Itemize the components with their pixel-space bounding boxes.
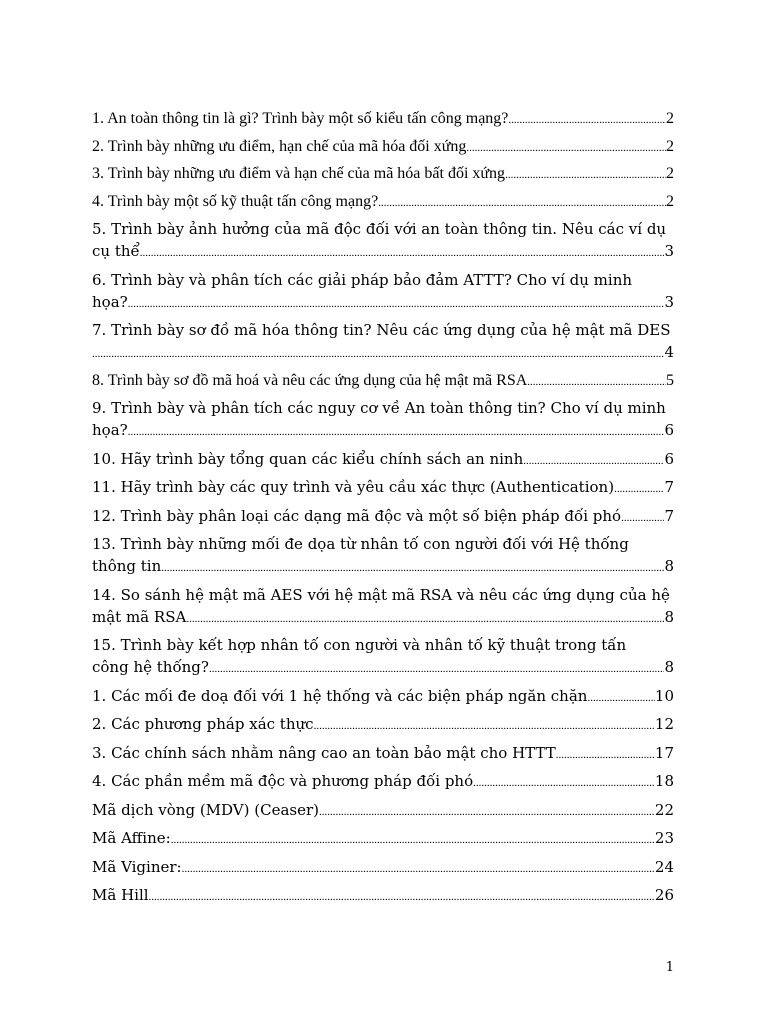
toc-entry-title-continued: cụ thể — [92, 242, 140, 260]
toc-entry-title-continued: công hệ thống? — [92, 658, 209, 676]
dot-leader — [378, 191, 666, 214]
dot-leader — [587, 685, 654, 709]
toc-entry[interactable] — [92, 799, 674, 823]
dot-leader — [128, 419, 665, 443]
dot-leader — [186, 606, 664, 630]
toc-entry[interactable] — [92, 533, 674, 579]
toc-entry-title: 3. Các chính sách nhằm nâng cao an toàn bảo mật cho HTTT — [92, 743, 556, 762]
toc-entry-title: 6. Trình bày và phân tích các giải pháp bảo đảm ATTT? Cho ví dụ minh — [92, 270, 633, 289]
toc-entry-page: 4 — [664, 343, 674, 361]
toc-entry-title: 5. Trình bày ảnh hưởng của mã độc đối với an toàn thông tin. Nêu các ví dụ — [92, 220, 667, 238]
toc-entry-title: Mã Viginer: — [92, 857, 182, 876]
toc-entry-page: 22 — [654, 800, 674, 819]
dot-leader — [527, 370, 666, 393]
dot-leader — [314, 713, 655, 737]
toc-entry-page: 24 — [654, 857, 674, 876]
toc-entry-title: 14. So sánh hệ mật mã AES với hệ mật mã RSA và nêu các ứng dụng của hệ — [92, 585, 670, 604]
toc-entry-page: 17 — [654, 743, 674, 762]
toc-entry-page: 23 — [654, 829, 674, 847]
dot-leader — [171, 827, 655, 851]
dot-leader — [209, 656, 665, 680]
toc-entry-title: 10. Hãy trình bày tổng quan các kiểu chính sách an ninh — [92, 449, 524, 468]
toc-entry-title: 11. Hãy trình bày các quy trình và yêu cầu xác thực (Authentication) — [92, 478, 615, 496]
toc-entry-title-continued: mật mã RSA — [92, 607, 187, 626]
toc-entry-title: Mã Affine: — [92, 829, 171, 847]
toc-entry[interactable] — [92, 319, 674, 365]
toc-entry-title-continued: họa? — [92, 421, 128, 439]
dot-leader — [140, 240, 665, 264]
toc-entry-page: 2 — [666, 165, 674, 182]
toc-entry-title: 13. Trình bày những mối đe dọa từ nhân tố con người đối với Hệ thống — [92, 535, 629, 553]
toc-entry-title: 7. Trình bày sơ đồ mã hóa thông tin? Nêu các ứng dụng của hệ mật mã DES — [92, 321, 671, 339]
toc-entry-page: 26 — [654, 886, 674, 904]
toc-entry[interactable] — [92, 827, 674, 851]
page-number: 1 — [665, 960, 674, 975]
toc-entry[interactable] — [92, 370, 674, 393]
toc-entry-title: 9. Trình bày và phân tích các nguy cơ về An toàn thông tin? Cho ví dụ minh — [92, 399, 666, 417]
toc-entry-page: 12 — [654, 715, 674, 733]
toc-entry-title: 1. Các mối đe doạ đối với 1 hệ thống và các biện pháp ngăn chặn — [92, 686, 588, 705]
dot-leader — [182, 856, 655, 880]
dot-leader — [505, 163, 666, 186]
toc-entry-page: 2 — [666, 110, 674, 127]
dot-leader — [92, 341, 664, 365]
dot-leader — [161, 555, 664, 579]
toc-entry-title: 4. Các phần mềm mã độc và phương pháp đối phó — [92, 772, 474, 790]
toc-entry[interactable] — [92, 584, 674, 630]
toc-entry-title: 12. Trình bày phân loại các dạng mã độc và một số biện pháp đối phó — [92, 506, 622, 525]
toc-entry-page: 2 — [666, 192, 674, 210]
dot-leader — [556, 742, 655, 766]
toc-entry[interactable] — [92, 191, 674, 214]
toc-entry[interactable] — [92, 505, 674, 529]
toc-entry[interactable] — [92, 742, 674, 766]
dot-leader — [621, 505, 664, 529]
toc-entry-title: 2. Trình bày những ưu điểm, hạn chế của mã hóa đối xứng — [92, 137, 467, 155]
toc-entry-title-continued: họa? — [92, 292, 128, 311]
toc-entry[interactable] — [92, 476, 674, 500]
toc-entry-title: 15. Trình bày kết hợp nhân tố con người và nhân tố kỹ thuật trong tấn — [92, 636, 627, 654]
toc-entry[interactable] — [92, 397, 674, 443]
toc-entry-title: 3. Trình bày những ưu điểm và hạn chế của mã hóa bất đối xứng — [92, 165, 506, 182]
toc-entry[interactable] — [92, 136, 674, 159]
toc-entry-title: 1. An toàn thông tin là gì? Trình bày một số kiểu tấn công mạng? — [92, 110, 509, 127]
toc-entry[interactable] — [92, 163, 674, 186]
toc-entry-title: 8. Trình bày sơ đồ mã hoá và nêu các ứng dụng của hệ mật mã RSA — [92, 371, 528, 389]
dot-leader — [128, 291, 665, 315]
dot-leader — [466, 136, 666, 159]
toc-entry[interactable] — [92, 884, 674, 908]
table-of-contents — [92, 108, 674, 913]
dot-leader — [508, 108, 666, 131]
toc-entry-title: 4. Trình bày một số kỹ thuật tấn công mạng? — [92, 192, 379, 210]
dot-leader — [523, 448, 664, 472]
toc-entry-page: 7 — [664, 506, 674, 525]
toc-entry-page: 3 — [664, 292, 674, 311]
toc-entry-page: 5 — [666, 371, 674, 389]
dot-leader — [149, 884, 655, 908]
toc-entry[interactable] — [92, 269, 674, 315]
dot-leader — [473, 770, 655, 794]
toc-entry-page: 7 — [664, 478, 674, 496]
toc-entry[interactable] — [92, 218, 674, 264]
toc-entry-page: 8 — [664, 607, 674, 626]
toc-entry[interactable] — [92, 770, 674, 794]
toc-entry-page: 8 — [664, 658, 674, 676]
toc-entry[interactable] — [92, 108, 674, 131]
toc-entry-page: 18 — [654, 772, 674, 790]
toc-entry[interactable] — [92, 634, 674, 680]
toc-entry-title: 2. Các phương pháp xác thực — [92, 715, 314, 733]
toc-entry[interactable] — [92, 448, 674, 472]
toc-entry[interactable] — [92, 856, 674, 880]
toc-entry-title: Mã dịch vòng (MDV) (Ceaser) — [92, 800, 320, 819]
toc-entry-page: 6 — [664, 421, 674, 439]
toc-entry-page: 6 — [664, 449, 674, 468]
toc-entry-page: 8 — [664, 557, 674, 575]
toc-entry[interactable] — [92, 713, 674, 737]
toc-entry-page: 10 — [654, 686, 674, 705]
toc-entry[interactable] — [92, 685, 674, 709]
toc-entry-title: Mã Hill — [92, 886, 149, 904]
dot-leader — [614, 476, 664, 500]
toc-entry-page: 3 — [664, 242, 674, 260]
toc-entry-page: 2 — [666, 137, 674, 155]
dot-leader — [319, 799, 655, 823]
toc-entry-title-continued: thông tin — [92, 557, 162, 575]
